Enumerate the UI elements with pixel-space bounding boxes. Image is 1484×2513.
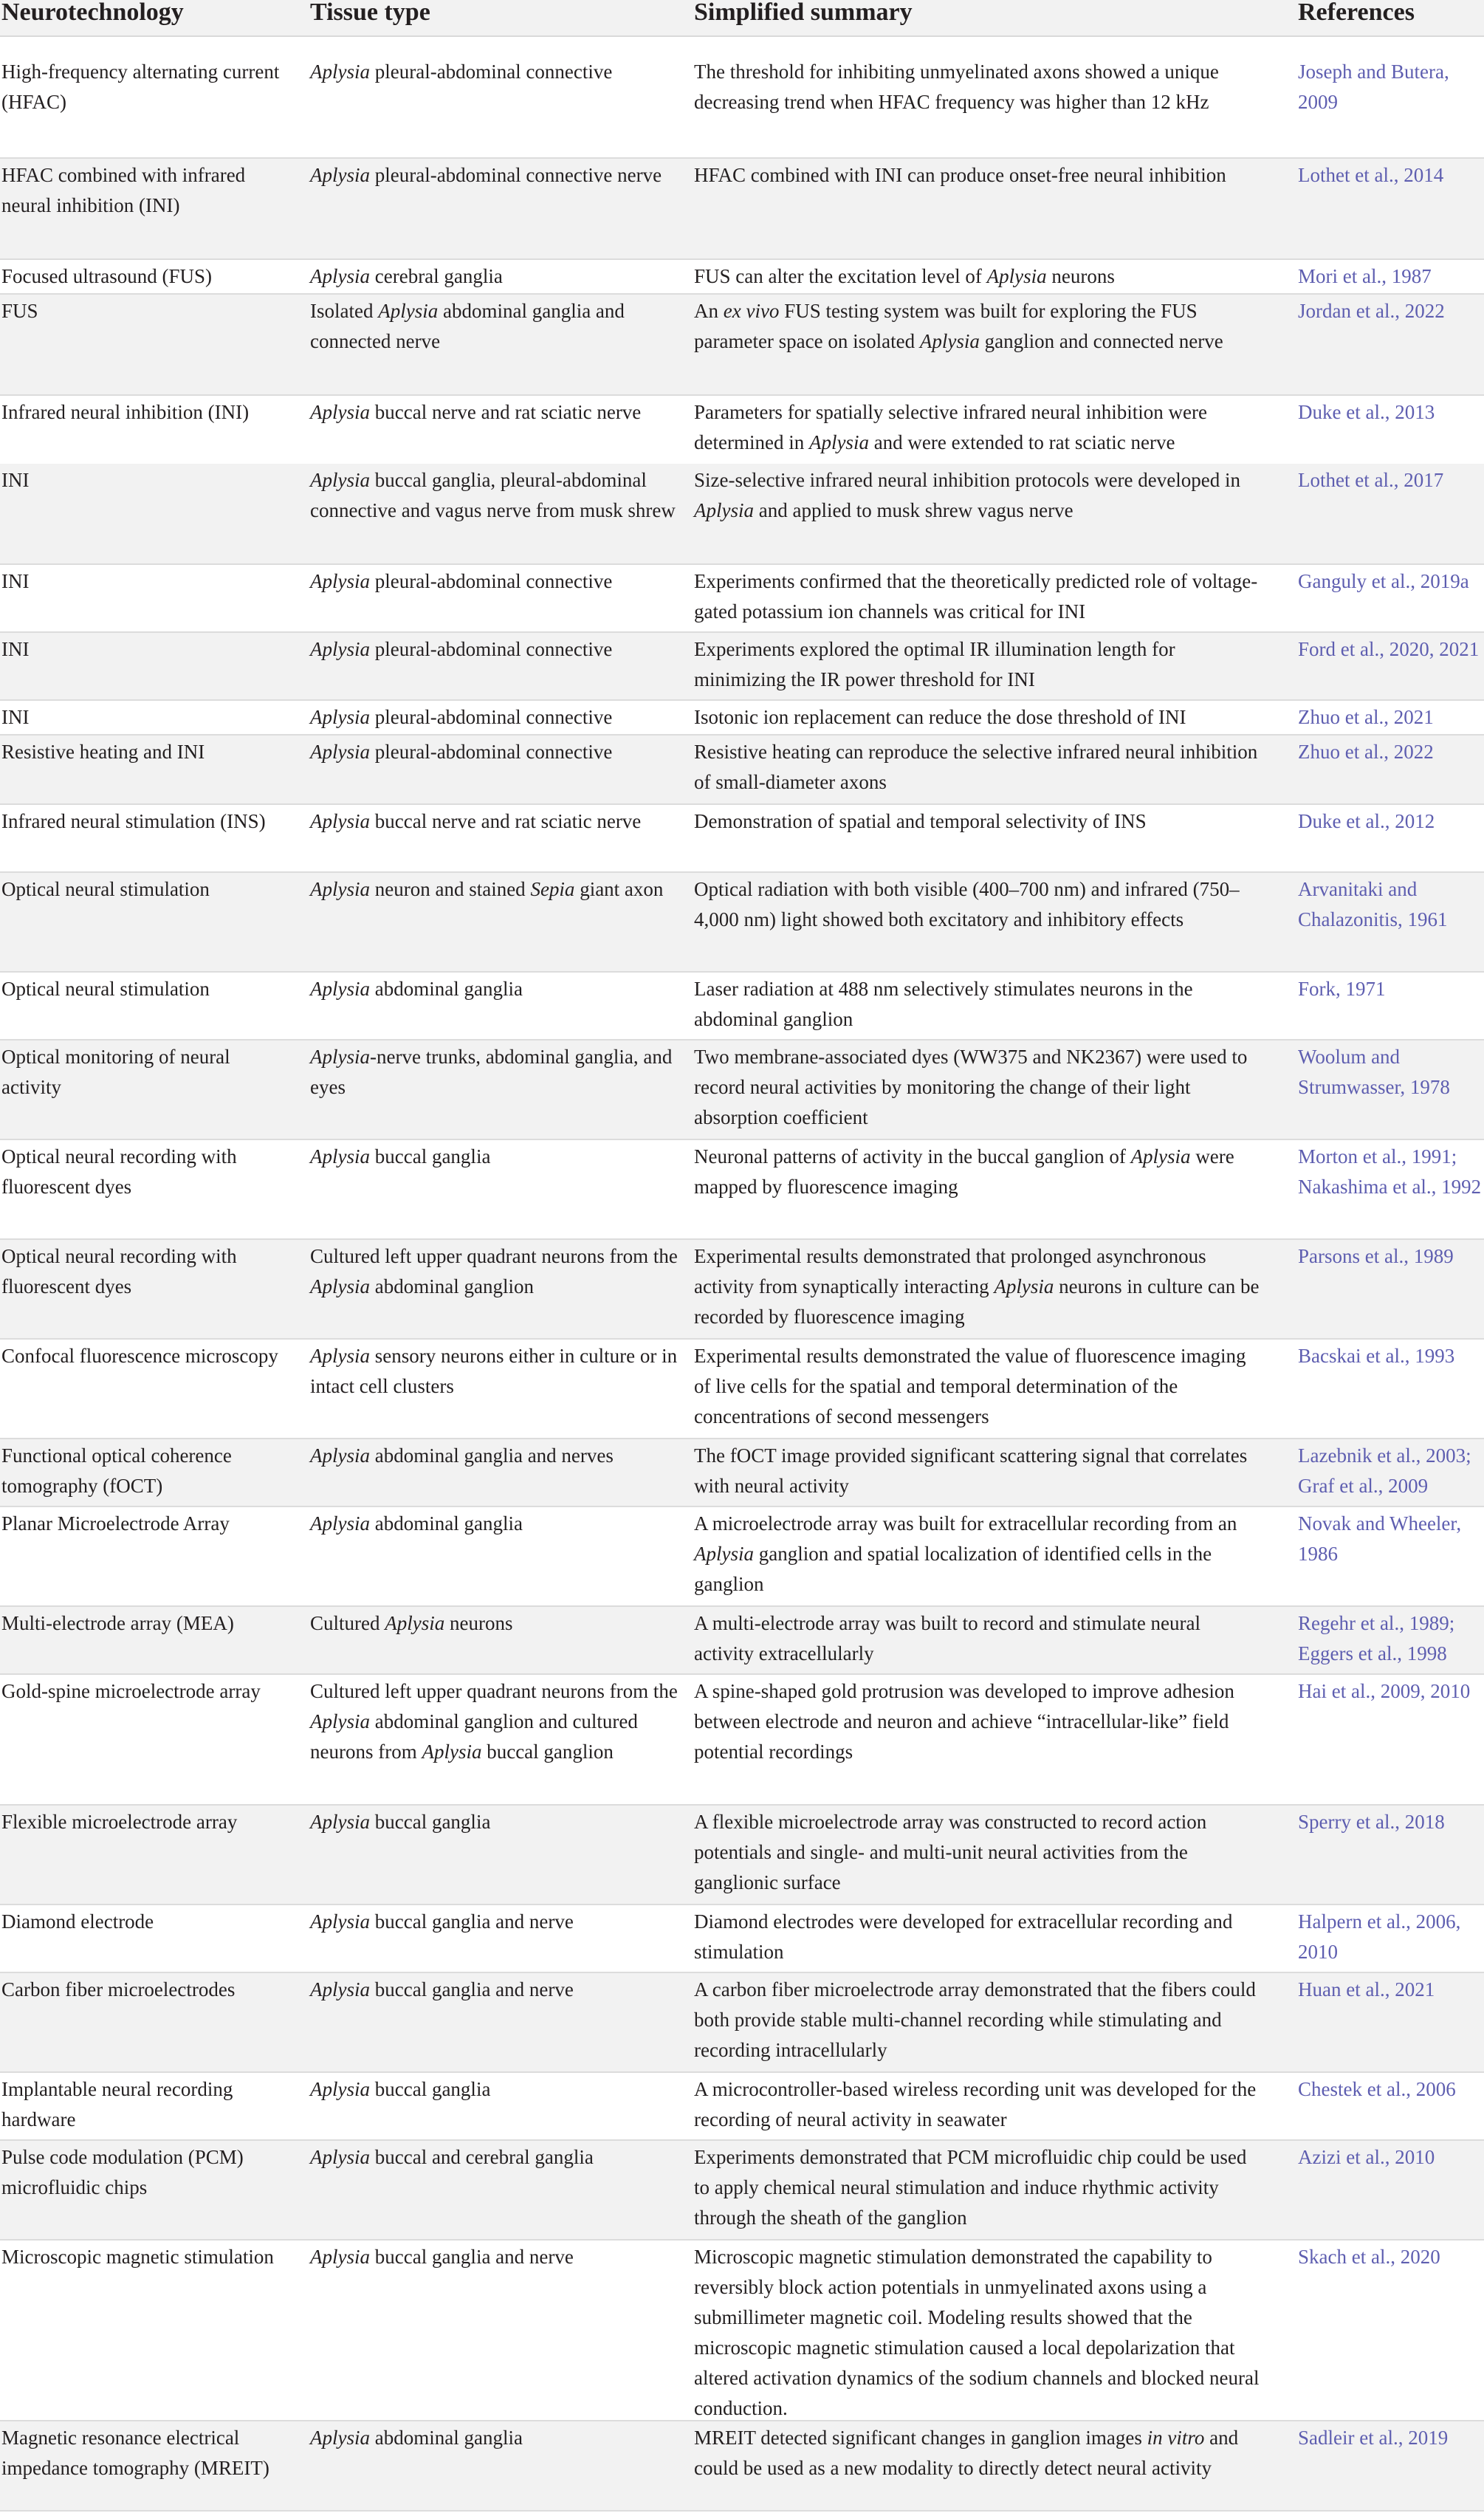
- table-row: [0, 295, 1484, 394]
- cell-simplified-summary: Experiments confirmed that the theoretically predicted role of voltage-gated potassium ion channels was critical for INI: [694, 570, 1258, 623]
- header-tissue-type: Tissue type: [310, 0, 430, 26]
- cell-neurotechnology: Pulse code modulation (PCM) microfluidic chips: [1, 2146, 244, 2198]
- cell-neurotechnology: Carbon fiber microelectrodes: [1, 1978, 236, 2001]
- cell-neurotechnology: Optical monitoring of neural activity: [1, 1046, 230, 1098]
- cell-neurotechnology: Infrared neural stimulation (INS): [1, 810, 266, 832]
- table-row: [0, 1675, 1484, 1804]
- table-row: [0, 55, 1484, 157]
- cell-reference[interactable]: Huan et al., 2021: [1298, 1978, 1435, 2001]
- table-row: [0, 2073, 1484, 2139]
- cell-simplified-summary: Experiments explored the optimal IR illumination length for minimizing the IR power threshold for INI: [694, 638, 1175, 690]
- cell-simplified-summary: A spine-shaped gold protrusion was developed to improve adhesion between electrode and neuron and achieve “intracellular-like” field potential recordings: [694, 1680, 1234, 1763]
- cell-simplified-summary: A microcontroller-based wireless recording unit was developed for the recording of neural activity in seawater: [694, 2078, 1257, 2130]
- table-row: [0, 1140, 1484, 1238]
- cell-reference[interactable]: Zhuo et al., 2022: [1298, 741, 1434, 763]
- row-divider: [0, 2510, 1484, 2512]
- table-row: [0, 464, 1484, 563]
- table-row: [0, 1340, 1484, 1438]
- cell-reference[interactable]: Hai et al., 2009, 2010: [1298, 1680, 1471, 1702]
- table-row: [0, 873, 1484, 971]
- cell-reference[interactable]: Sperry et al., 2018: [1298, 1811, 1445, 1833]
- cell-neurotechnology: High-frequency alternating current (HFAC): [1, 61, 280, 113]
- cell-reference[interactable]: Halpern et al., 2006, 2010: [1298, 1910, 1461, 1963]
- header-simplified-summary: Simplified summary: [694, 0, 913, 26]
- table-row: [0, 1439, 1484, 1506]
- cell-tissue-type: Aplysia pleural-abdominal connective: [310, 570, 613, 592]
- cell-neurotechnology: Microscopic magnetic stimulation: [1, 2246, 274, 2268]
- cell-neurotechnology: Optical neural stimulation: [1, 878, 210, 900]
- cell-tissue-type: Aplysia pleural-abdominal connective: [310, 638, 613, 660]
- cell-tissue-type: Aplysia buccal and cerebral ganglia: [310, 2146, 594, 2168]
- table-row: [0, 701, 1484, 734]
- table-row: [0, 973, 1484, 1039]
- cell-reference[interactable]: Parsons et al., 1989: [1298, 1245, 1454, 1267]
- cell-reference[interactable]: Bacskai et al., 1993: [1298, 1345, 1455, 1367]
- cell-neurotechnology: Multi-electrode array (MEA): [1, 1612, 234, 1634]
- table-row: [0, 633, 1484, 699]
- cell-tissue-type: Aplysia abdominal ganglia: [310, 1512, 523, 1535]
- cell-neurotechnology: Magnetic resonance electrical impedance tomography (MREIT): [1, 2427, 269, 2479]
- cell-neurotechnology: Functional optical coherence tomography (fOCT): [1, 1444, 232, 1497]
- cell-reference[interactable]: Duke et al., 2012: [1298, 810, 1435, 832]
- cell-simplified-summary: Isotonic ion replacement can reduce the dose threshold of INI: [694, 706, 1186, 728]
- table-row: [0, 159, 1484, 258]
- cell-reference[interactable]: Lazebnik et al., 2003; Graf et al., 2009: [1298, 1444, 1471, 1497]
- cell-reference[interactable]: Chestek et al., 2006: [1298, 2078, 1456, 2100]
- table-row: [0, 1507, 1484, 1605]
- table-row: [0, 1806, 1484, 1904]
- header-references: References: [1298, 0, 1415, 26]
- cell-neurotechnology: Optical neural stimulation: [1, 978, 210, 1000]
- cell-neurotechnology: Confocal fluorescence microscopy: [1, 1345, 278, 1367]
- table-row: [0, 1240, 1484, 1338]
- cell-neurotechnology: HFAC combined with infrared neural inhibition (INI): [1, 164, 246, 216]
- cell-neurotechnology: Planar Microelectrode Array: [1, 1512, 230, 1535]
- cell-simplified-summary: A microelectrode array was built for extracellular recording from an Aplysia ganglion and spatial localization of identified cells in the ganglion: [694, 1512, 1237, 1595]
- cell-reference[interactable]: Novak and Wheeler, 1986: [1298, 1512, 1462, 1565]
- cell-simplified-summary: Laser radiation at 488 nm selectively stimulates neurons in the abdominal ganglion: [694, 978, 1193, 1030]
- cell-simplified-summary: Neuronal patterns of activity in the buccal ganglion of Aplysia were mapped by fluorescence imaging: [694, 1145, 1234, 1198]
- cell-tissue-type: Aplysia abdominal ganglia: [310, 2427, 523, 2449]
- cell-tissue-type: Aplysia-nerve trunks, abdominal ganglia, and eyes: [310, 1046, 673, 1098]
- cell-simplified-summary: FUS can alter the excitation level of Aplysia neurons: [694, 265, 1115, 287]
- cell-reference[interactable]: Lothet et al., 2014: [1298, 164, 1444, 186]
- table-row: [0, 2421, 1484, 2510]
- cell-simplified-summary: A carbon fiber microelectrode array demonstrated that the fibers could both provide stable multi-channel recording while stimulating and recording intracellularly: [694, 1978, 1256, 2061]
- cell-tissue-type: Aplysia buccal ganglia and nerve: [310, 1910, 574, 1933]
- cell-tissue-type: Aplysia pleural-abdominal connective: [310, 61, 613, 83]
- table-row: [0, 260, 1484, 293]
- cell-neurotechnology: INI: [1, 638, 30, 660]
- cell-tissue-type: Aplysia pleural-abdominal connective nerve: [310, 164, 662, 186]
- cell-simplified-summary: Microscopic magnetic stimulation demonstrated the capability to reversibly block action potentials in unmyelinated axons using a submillimeter magnetic coil. Modeling results showed that the microscopic magnetic stimulation caused a local depolarization that altered activation dynamics of the sodium channels and blocked neural conduction.: [694, 2246, 1260, 2419]
- cell-simplified-summary: Parameters for spatially selective infrared neural inhibition were determined in Aplysia and were extended to rat sciatic nerve: [694, 401, 1207, 453]
- table-row: [0, 736, 1484, 803]
- cell-reference[interactable]: Arvanitaki and Chalazonitis, 1961: [1298, 878, 1448, 930]
- table-row: [0, 805, 1484, 871]
- cell-reference[interactable]: Zhuo et al., 2021: [1298, 706, 1434, 728]
- cell-tissue-type: Aplysia buccal ganglia and nerve: [310, 1978, 574, 2001]
- cell-tissue-type: Aplysia cerebral ganglia: [310, 265, 503, 287]
- table-row: [0, 2241, 1484, 2420]
- cell-reference[interactable]: Sadleir et al., 2019: [1298, 2427, 1449, 2449]
- cell-neurotechnology: Flexible microelectrode array: [1, 1811, 238, 1833]
- cell-tissue-type: Aplysia pleural-abdominal connective: [310, 706, 613, 728]
- cell-tissue-type: Aplysia buccal ganglia: [310, 1145, 491, 1168]
- cell-tissue-type: Aplysia abdominal ganglia: [310, 978, 523, 1000]
- cell-neurotechnology: Resistive heating and INI: [1, 741, 205, 763]
- header-neurotechnology: Neurotechnology: [1, 0, 184, 26]
- table-row: [0, 396, 1484, 464]
- cell-neurotechnology: Optical neural recording with fluorescent dyes: [1, 1245, 237, 1297]
- cell-reference[interactable]: Skach et al., 2020: [1298, 2246, 1440, 2268]
- cell-neurotechnology: INI: [1, 469, 30, 491]
- cell-reference[interactable]: Joseph and Butera, 2009: [1298, 61, 1449, 113]
- cell-simplified-summary: Experiments demonstrated that PCM microfluidic chip could be used to apply chemical neural stimulation and induce rhythmic activity through the sheath of the ganglion: [694, 2146, 1247, 2229]
- cell-tissue-type: Aplysia buccal nerve and rat sciatic nerve: [310, 810, 642, 832]
- table-row: [0, 2141, 1484, 2239]
- cell-simplified-summary: A flexible microelectrode array was constructed to record action potentials and single- and multi-unit neural activities from the ganglionic surface: [694, 1811, 1207, 1893]
- cell-simplified-summary: Two membrane-associated dyes (WW375 and NK2367) were used to record neural activities by monitoring the change of their light absorption coefficient: [694, 1046, 1248, 1128]
- cell-simplified-summary: Experimental results demonstrated that prolonged asynchronous activity from synaptically interacting Aplysia neurons in culture can be recorded by fluorescence imaging: [694, 1245, 1260, 1328]
- cell-neurotechnology: Gold-spine microelectrode array: [1, 1680, 261, 1702]
- cell-reference[interactable]: Mori et al., 1987: [1298, 265, 1432, 287]
- cell-tissue-type: Isolated Aplysia abdominal ganglia and connected nerve: [310, 300, 625, 352]
- cell-reference[interactable]: Regehr et al., 1989; Eggers et al., 1998: [1298, 1612, 1455, 1665]
- cell-neurotechnology: FUS: [1, 300, 38, 322]
- cell-tissue-type: Aplysia buccal ganglia: [310, 2078, 491, 2100]
- cell-simplified-summary: MREIT detected significant changes in ganglion images in vitro and could be used as a new modality to directly detect neural activity: [694, 2427, 1239, 2479]
- cell-simplified-summary: An ex vivo FUS testing system was built for exploring the FUS parameter space on isolated Aplysia ganglion and connected nerve: [694, 300, 1223, 352]
- table-row: [0, 1607, 1484, 1673]
- cell-reference[interactable]: Lothet et al., 2017: [1298, 469, 1444, 491]
- cell-tissue-type: Aplysia pleural-abdominal connective: [310, 741, 613, 763]
- cell-tissue-type: Aplysia buccal ganglia: [310, 1811, 491, 1833]
- table-row: [0, 1973, 1484, 2071]
- cell-simplified-summary: The fOCT image provided significant scattering signal that correlates with neural activity: [694, 1444, 1248, 1497]
- cell-simplified-summary: Resistive heating can reproduce the selective infrared neural inhibition of small-diameter axons: [694, 741, 1258, 793]
- cell-simplified-summary: Diamond electrodes were developed for extracellular recording and stimulation: [694, 1910, 1233, 1963]
- cell-reference[interactable]: Jordan et al., 2022: [1298, 300, 1445, 322]
- cell-simplified-summary: The threshold for inhibiting unmyelinated axons showed a unique decreasing trend when HFAC frequency was higher than 12 kHz: [694, 61, 1219, 113]
- cell-simplified-summary: Demonstration of spatial and temporal selectivity of INS: [694, 810, 1147, 832]
- cell-tissue-type: Cultured left upper quadrant neurons from the Aplysia abdominal ganglion: [310, 1245, 678, 1297]
- cell-tissue-type: Aplysia buccal ganglia, pleural-abdominal connective and vagus nerve from musk shrew: [310, 469, 676, 521]
- table-header: [0, 0, 1484, 37]
- table-row: [0, 1905, 1484, 1972]
- table-row: [0, 565, 1484, 631]
- cell-simplified-summary: A multi-electrode array was built to record and stimulate neural activity extracellularly: [694, 1612, 1201, 1665]
- cell-reference[interactable]: Fork, 1971: [1298, 978, 1386, 1000]
- cell-tissue-type: Cultured left upper quadrant neurons from the Aplysia abdominal ganglion and cultured neurons from Aplysia buccal ganglion: [310, 1680, 678, 1763]
- cell-neurotechnology: INI: [1, 570, 30, 592]
- cell-tissue-type: Aplysia sensory neurons either in culture or in intact cell clusters: [310, 1345, 678, 1397]
- cell-neurotechnology: Focused ultrasound (FUS): [1, 265, 212, 287]
- cell-reference[interactable]: Morton et al., 1991; Nakashima et al., 1992: [1298, 1145, 1482, 1198]
- cell-simplified-summary: HFAC combined with INI can produce onset-free neural inhibition: [694, 164, 1226, 186]
- table-row: [0, 1040, 1484, 1139]
- cell-tissue-type: Aplysia buccal nerve and rat sciatic nerve: [310, 401, 642, 423]
- cell-simplified-summary: Size-selective infrared neural inhibition protocols were developed in Aplysia and applied to musk shrew vagus nerve: [694, 469, 1240, 521]
- cell-simplified-summary: Experimental results demonstrated the value of fluorescence imaging of live cells for the spatial and temporal determination of the concentrations of second messengers: [694, 1345, 1246, 1427]
- cell-reference[interactable]: Duke et al., 2013: [1298, 401, 1435, 423]
- cell-reference[interactable]: Azizi et al., 2010: [1298, 2146, 1435, 2168]
- cell-neurotechnology: Implantable neural recording hardware: [1, 2078, 233, 2130]
- cell-simplified-summary: Optical radiation with both visible (400–700 nm) and infrared (750–4,000 nm) light showed both excitatory and inhibitory effects: [694, 878, 1240, 930]
- cell-neurotechnology: Diamond electrode: [1, 1910, 154, 1933]
- cell-tissue-type: Aplysia buccal ganglia and nerve: [310, 2246, 574, 2268]
- cell-neurotechnology: Optical neural recording with fluorescent dyes: [1, 1145, 237, 1198]
- cell-neurotechnology: Infrared neural inhibition (INI): [1, 401, 250, 423]
- cell-tissue-type: Aplysia neuron and stained Sepia giant axon: [310, 878, 664, 900]
- cell-neurotechnology: INI: [1, 706, 30, 728]
- cell-reference[interactable]: Woolum and Strumwasser, 1978: [1298, 1046, 1450, 1098]
- cell-tissue-type: Aplysia abdominal ganglia and nerves: [310, 1444, 614, 1467]
- cell-reference[interactable]: Ford et al., 2020, 2021: [1298, 638, 1480, 660]
- cell-tissue-type: Cultured Aplysia neurons: [310, 1612, 513, 1634]
- cell-reference[interactable]: Ganguly et al., 2019a: [1298, 570, 1469, 592]
